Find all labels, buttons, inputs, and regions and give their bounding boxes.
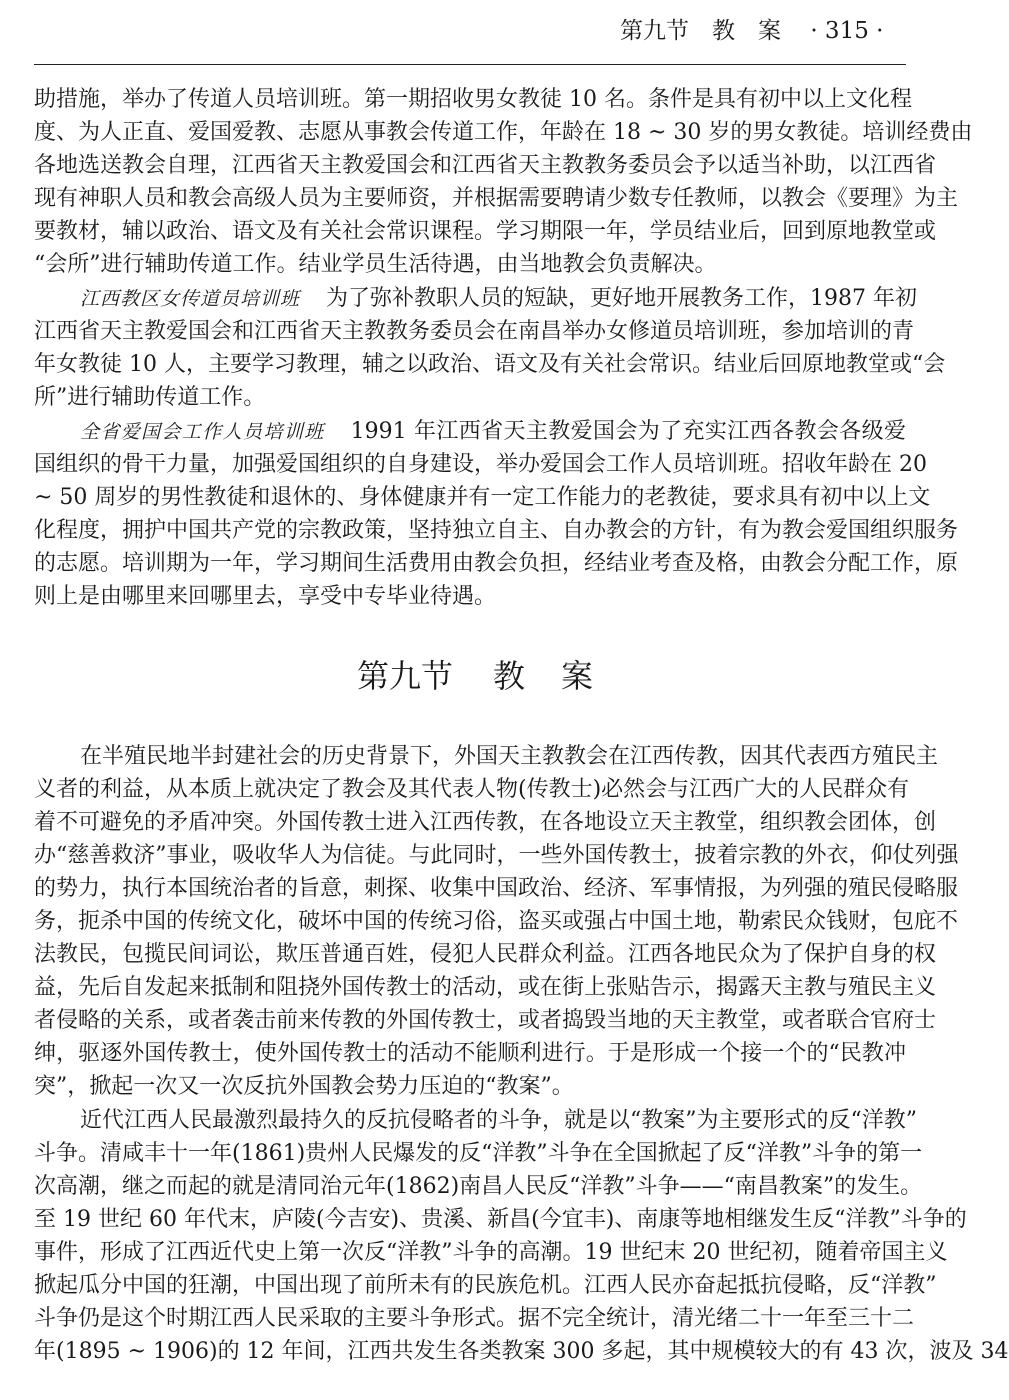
subsection-heading: 江西教区女传道员培训班 [80,288,301,310]
text-line: 所”进行辅助传道工作。 [34,385,266,410]
subsection-heading: 全省爱国会工作人员培训班 [80,421,325,443]
text-line: 江西省天主教爱国会和江西省天主教教务委员会在南昌举办女修道员培训班，参加培训的青 [34,319,915,344]
text-line: 各地选送教会自理，江西省天主教爱国会和江西省天主教教务委员会予以适当补助，以江西省 [34,153,937,178]
text-line: 斗争仍是这个时期江西人民采取的主要斗争形式。据不完全统计，清光绪二十一年至三十二 [34,1306,915,1331]
running-head-section: 第九节 教 案 [620,18,781,44]
paragraph-first-line: 近代江西人民最激烈最持久的反抗侵略者的斗争，就是以“教案”为主要形式的反“洋教” [80,1108,917,1133]
text-line: 化程度，拥护中国共产党的宗教政策，坚持独立自主、自办教会的方针，有为教会爱国组织服务 [34,518,959,543]
text-line: 的势力，执行本国统治者的旨意，刺探、收集中国政治、经济、军事情报，为列强的殖民侵略服 [34,876,959,901]
text-line: 度、为人正直、爱国爱教、志愿从事教会传道工作，年龄在 18 ~ 30 岁的男女教徒。培训经费由 [34,120,973,145]
text-line: 办“慈善救济”事业，吸收华人为信徒。与此同时，一些外国传教士，披着宗教的外衣，仰仗列强 [34,843,959,868]
text-line: 年女教徒 10 人，主要学习教理，辅之以政治、语文及有关社会常识。结业后回原地教堂或“会 [34,352,946,377]
text-line: 斗争。清咸丰十一年(1861)贵州人民爆发的反“洋教”斗争在全国掀起了反“洋教”斗争的第一 [34,1141,923,1166]
text-line: 现有神职人员和教会高级人员为主要师资，并根据需要聘请少数专任教师，以教会《要理》为主 [34,186,959,211]
text-line: 义者的利益，从本质上就决定了教会及其代表人物(传教士)必然会与江西广大的人民群众有 [34,777,910,802]
text-line: 务，扼杀中国的传统文化，破坏中国的传统习俗，盗买或强占中国土地，勒索民众钱财，包庇不 [34,909,959,934]
paragraph-first-line: 在半殖民地半封建社会的历史背景下，外国天主教教会在江西传教，因其代表西方殖民主 [80,744,939,769]
subsection-first-line [80,283,917,315]
text-line: 助措施，举办了传道人员培训班。第一期招收男女教徒 10 名。条件是具有初中以上文化程 [34,87,912,112]
text-line: 掀起瓜分中国的狂潮，中国出现了前所未有的民族危机。江西人民亦奋起抵抗侵略，反“洋教” [34,1273,937,1298]
text-line: 则上是由哪里来回哪里去，享受中专毕业待遇。 [34,584,497,609]
text-line: 者侵略的关系，或者袭击前来传教的外国传教士，或者捣毁当地的天主教堂，或者联合官府士 [34,1008,937,1033]
section-title-part: 案 [561,657,594,695]
text-line: 事件，形成了江西近代史上第一次反“洋教”斗争的高潮。19 世纪末 20 世纪初，随着帝国主义 [34,1240,948,1265]
subsection-first-line [80,416,906,448]
text-line: 的志愿。培训期为一年，学习期间生活费用由教会负担，经结业考查及格，由教会分配工作，原 [34,551,959,576]
subsection-text: 1991 年江西省天主教爱国会为了充实江西各教会各级爱 [350,419,906,444]
running-head [620,16,883,46]
section-title-part: 教 [492,657,525,695]
text-line: 绅，驱逐外国传教士，使外国传教士的活动不能顺利进行。于是形成一个接一个的“民教冲 [34,1041,906,1066]
text-line: 法教民，包揽民间词讼，欺压普通百姓，侵犯人民群众利益。江西各地民众为了保护自身的权 [34,942,937,967]
text-line: ~ 50 周岁的男性教徒和退休的、身体健康并有一定工作能力的老教徒，要求具有初中以上文 [34,485,931,510]
header-rule [34,64,906,65]
section-title [0,655,950,697]
text-line: 年(1895 ~ 1906)的 12 年间，江西共发生各类教案 300 多起，其中规模较大的有 43 次，波及 34 [34,1339,1009,1364]
section-title-part: 第九节 [356,657,453,695]
subsection-text: 为了弥补教职人员的短缺，更好地开展教务工作，1987 年初 [326,286,917,311]
text-line: 至 19 世纪 60 年代末，庐陵(今吉安)、贵溪、新昌(今宜丰)、南康等地相继发生反“洋教”斗争的 [34,1207,967,1232]
text-line: 要教材，辅以政治、语文及有关社会常识课程。学习期限一年，学员结业后，回到原地教堂或 [34,219,937,244]
text-line: 次高潮，继之而起的就是清同治元年(1862)南昌人民反“洋教”斗争——“南昌教案”的发生。 [34,1174,923,1199]
text-line: 国组织的骨干力量，加强爱国组织的自身建设，举办爱国会工作人员培训班。招收年龄在 20 [34,452,927,477]
text-line: 益，先后自发起来抵制和阻挠外国传教士的活动，或在街上张贴告示，揭露天主教与殖民主义 [34,975,937,1000]
text-line: “会所”进行辅助传道工作。结业学员生活待遇，由当地教会负责解决。 [34,252,717,277]
text-line: 着不可避免的矛盾冲突。外国传教士进入江西传教，在各地设立天主教堂，组织教会团体，创 [34,810,937,835]
page-number: · 315 · [810,18,884,44]
text-line: 突”，掀起一次又一次反抗外国教会势力压迫的“教案”。 [34,1074,574,1099]
